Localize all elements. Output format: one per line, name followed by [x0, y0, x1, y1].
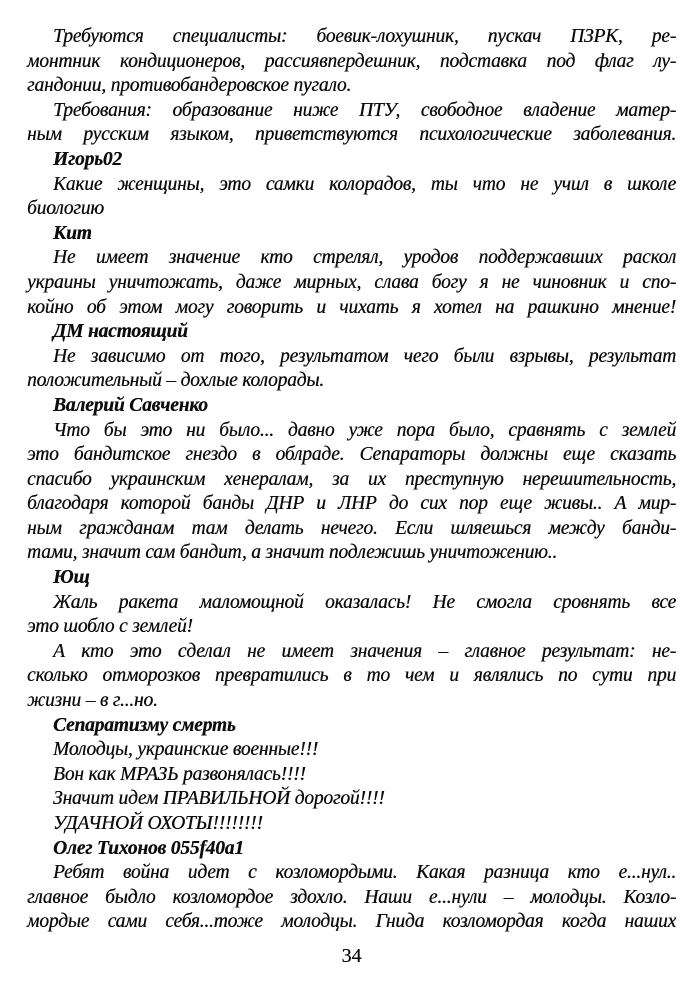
page-number: 34: [341, 945, 362, 967]
comment-author-heading: Олег Тихонов 055f40a1: [53, 837, 244, 859]
text-line: Значит идем ПРАВИЛЬНОЙ дорогой!!!!: [53, 788, 385, 810]
comment-author-heading: Сепаратизму смерть: [53, 714, 236, 736]
text-line: монтник кондиционеров, рассиявпердешник, подставка под флаг лу-: [27, 50, 676, 72]
text-line: Жаль ракета маломощной оказалась! Не смогла сровнять все: [53, 591, 676, 613]
text-line: это шобло с землей!: [27, 616, 193, 638]
text-block: [27, 25, 676, 935]
text-line: ным русским языком, приветствуются психологические заболевания.: [27, 124, 676, 146]
text-line: Ребят война идет с козломордыми. Какая разница кто е...нул..: [53, 862, 676, 884]
comment-author-heading: Кит: [53, 222, 92, 244]
text-line: биологию: [27, 198, 104, 220]
text-line: украины уничтожать, даже мирных, слава богу я не чиновник и спо-: [27, 271, 676, 293]
text-line: А кто это сделал не имеет значения – главное результат: не-: [53, 640, 676, 662]
text-line: сколько отморозков превратились в то чем и являлись по сути при: [27, 665, 676, 687]
comment-author-heading: Ющ: [53, 567, 90, 589]
text-line: Что бы это ни было... давно уже пора было, сравнять с землей: [53, 419, 676, 441]
comment-author-heading: Валерий Савченко: [53, 394, 208, 416]
text-line: ным гражданам там делать нечего. Если шляешься между банди-: [27, 517, 676, 539]
text-line: положительный – дохлые колорады.: [27, 370, 324, 392]
comment-author-heading: ДМ настоящий: [53, 321, 188, 343]
text-line: спасибо украинским хенералам, за их преступную нерешительность,: [27, 468, 676, 490]
text-line: жизни – в г...но.: [27, 690, 158, 712]
text-line: Не имеет значение кто стрелял, уродов поддержавших раскол: [53, 247, 676, 269]
text-line: это бандитское гнездо в облраде. Сепараторы должны еще сказать: [27, 444, 676, 466]
text-line: мордые сами себя...тоже молодцы. Гнида козломордая когда наших: [27, 911, 676, 933]
text-line: Требуются специалисты: боевик-лохушник, пускач ПЗРК, ре-: [53, 26, 676, 47]
comment-author-heading: Игорь02: [53, 148, 122, 170]
text-line: Какие женщины, это самки колорадов, ты что не учил в школе: [53, 173, 676, 195]
text-line: УДАЧНОЙ ОХОТЫ!!!!!!!!: [53, 813, 263, 834]
text-line: главное быдло козломордое здохло. Наши е...нули – молодцы. Козло-: [27, 886, 676, 908]
text-line: Молодцы, украинские военные!!!: [53, 739, 319, 761]
text-line: благодаря которой банды ДНР и ЛНР до сих пор еще живы.. А мир-: [27, 493, 676, 515]
text-line: гандонии, противобандеровское пугало.: [27, 75, 352, 97]
text-line: Не зависимо от того, результатом чего были взрывы, результат: [53, 345, 676, 367]
text-line: Требования: образование ниже ПТУ, свободное владение матер-: [53, 99, 676, 121]
text-line: Вон как МРАЗЬ развонялась!!!!: [53, 763, 306, 785]
text-line: койно об этом могу говорить и чихать я хотел на рашкино мнение!: [27, 296, 676, 318]
text-line: тами, значит сам бандит, а значит подлежишь уничтожению..: [27, 542, 558, 564]
